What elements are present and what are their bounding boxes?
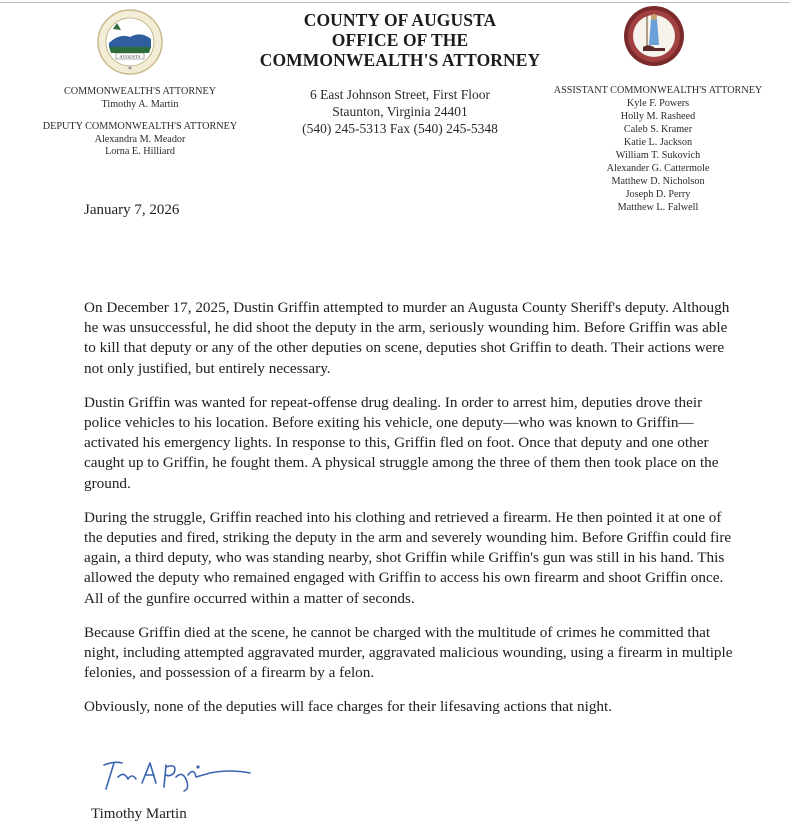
staff-name: Alexandra M. Meador: [94, 133, 186, 145]
paragraph: During the struggle, Griffin reached into his clothing and retrieved a firearm. He then pointed it at one of the deputies and fired, striking the deputy in the arm and severely wounding him. Before Griffin could fire again, a third deputy, who was standing nearby, shot Griffin while Griffin's gun was still in his hand. This allowed the deputy who remained engaged with Griffin to access his own firearm and shoot Griffin once. All of the gunfire occurred within a matter of seconds.: [84, 508, 732, 607]
staff-name: Katie L. Jackson: [623, 137, 693, 148]
masthead-line: COUNTY OF AUGUSTA: [303, 10, 497, 30]
staff-name: Caleb S. Kramer: [623, 124, 693, 135]
paragraph: Obviously, none of the deputies will face charges for their lifesaving actions that night.: [84, 698, 613, 716]
address-city: Staunton, Virginia 24401: [332, 104, 468, 119]
staff-right-column: [538, 84, 778, 214]
staff-name: Joseph D. Perry: [625, 189, 691, 200]
masthead-line: COMMONWEALTH'S ATTORNEY: [259, 50, 541, 70]
augusta-county-seal-icon: [97, 9, 163, 75]
staff-name: Matthew D. Nicholson: [611, 176, 705, 187]
signer-name: Timothy Martin: [91, 806, 187, 822]
staff-name: Holly M. Rasheed: [620, 111, 696, 122]
staff-name: William T. Sukovich: [615, 150, 701, 161]
address-phone-fax: (540) 245-5313 Fax (540) 245-5348: [302, 121, 498, 136]
staff-name: Alexander G. Cattermole: [606, 163, 710, 174]
address-street: 6 East Johnson Street, First Floor: [309, 87, 490, 102]
letter-body: [84, 298, 734, 732]
top-border: [0, 2, 790, 3]
commonwealths-attorney-title: COMMONWEALTH'S ATTORNEY: [63, 86, 217, 97]
svg-text:AUGUSTA: AUGUSTA: [119, 54, 141, 59]
signature-icon: [100, 755, 260, 795]
staff-left-column: [20, 86, 260, 159]
staff-name: Matthew L. Falwell: [617, 202, 699, 213]
masthead-line: OFFICE OF THE: [331, 30, 469, 50]
paragraph: Dustin Griffin was wanted for repeat-offense drug dealing. In order to arrest him, deputies drove their police vehicles to his location. Before exiting his vehicle, one deputy—who was known to Griffin—activated his emergency lights. In response to this, Griffin fled on foot. Once that deputy and one other caught up to Griffin, he fought them. A physical struggle among the three of them then took place on the ground.: [84, 393, 719, 492]
deputy-attorney-title: DEPUTY COMMONWEALTH'S ATTORNEY: [42, 121, 238, 133]
office-masthead: [250, 10, 550, 70]
staff-name: Kyle F. Powers: [626, 98, 690, 109]
office-address: [250, 86, 550, 137]
paragraph: On December 17, 2025, Dustin Griffin attempted to murder an Augusta County Sheriff's deputy. Although he was unsuccessful, he did shoot the deputy in the arm, seriously wounding him. Before Griffin was able to kill that deputy or any of the other deputies on scene, deputies shot Griffin to death. Their actions were not only justified, but entirely necessary.: [84, 299, 730, 377]
virginia-state-seal-icon: [623, 5, 685, 67]
letter-date: January 7, 2026: [84, 202, 180, 218]
assistant-attorney-title: ASSISTANT COMMONWEALTH'S ATTORNEY: [553, 85, 763, 96]
staff-name: Timothy A. Martin: [101, 98, 179, 110]
staff-name: Lorna E. Hilliard: [105, 146, 175, 158]
paragraph: Because Griffin died at the scene, he cannot be charged with the multitude of crimes he committed that night, including attempted aggravated murder, aggravated malicious wounding, using a firearm in multiple felonies, and possession of a firearm by a felon.: [84, 623, 733, 682]
